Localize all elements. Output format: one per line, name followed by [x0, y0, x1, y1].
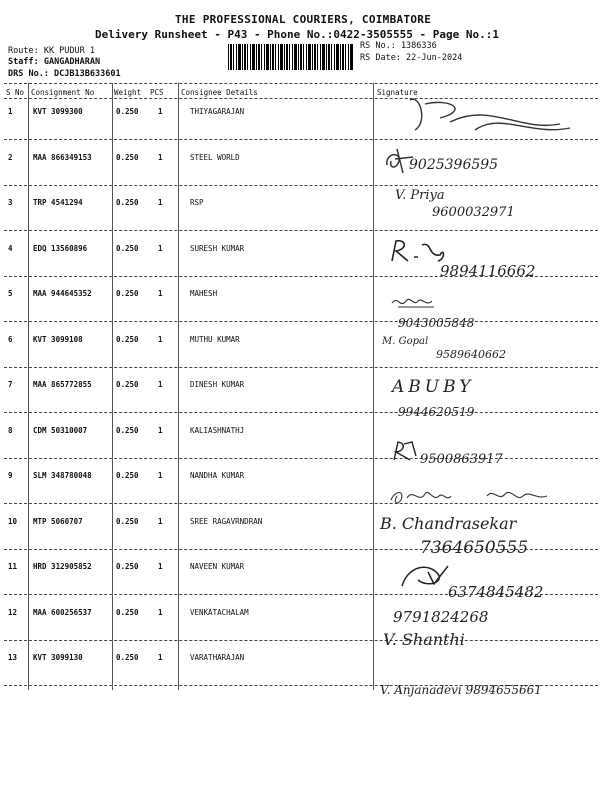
- row-consignment-no: KVT 3099300: [33, 107, 83, 116]
- row-weight: 0.250: [116, 244, 139, 253]
- handwriting-name-row-13: V. Shanthi: [383, 630, 465, 649]
- row-sno: 6: [8, 335, 13, 344]
- row-consignee: NAVEEN KUMAR: [190, 562, 245, 571]
- row-weight: 0.250: [116, 426, 139, 435]
- handwriting-extra-signature: V. Anjanadevi 9894655661: [380, 683, 542, 697]
- row-pcs: 1: [158, 380, 163, 389]
- rs-date: RS Date: 22-Jun-2024: [360, 53, 463, 63]
- handwriting-name-row-10: B. Chandrasekar: [380, 514, 517, 533]
- handwriting-name-row-7: ABUBY: [392, 377, 475, 397]
- staff-name: GANGADHARAN: [43, 57, 101, 67]
- row-consignee: VARATHARAJAN: [190, 653, 245, 662]
- runsheet-subtitle: Delivery Runsheet - P43 - Phone No.:0422-3505555 - Page No.:1: [95, 28, 499, 41]
- row-pcs: 1: [158, 107, 163, 116]
- row-consignee: MUTHU KUMAR: [190, 335, 240, 344]
- col-header-consignment: Consignment No: [31, 88, 95, 97]
- row-separator: [4, 321, 598, 322]
- row-consignment-no: SLM 348780048: [33, 471, 92, 480]
- row-separator: [4, 640, 598, 641]
- row-weight: 0.250: [116, 289, 139, 298]
- handwriting-phone-row-5: 9043005848: [398, 316, 475, 330]
- handwriting-phone-row-10: 7364650555: [420, 538, 529, 558]
- col-header-pcs: PCS: [150, 88, 164, 97]
- column-divider: [28, 83, 29, 690]
- row-pcs: 1: [158, 471, 163, 480]
- row-consignment-no: KVT 3099108: [33, 335, 83, 344]
- row-consignment-no: TRP 4541294: [33, 198, 83, 207]
- col-header-consignee: Consignee Details: [181, 88, 258, 97]
- row-consignee: SURESH KUMAR: [190, 244, 245, 253]
- row-consignee: MAHESH: [190, 289, 218, 298]
- staff: [8, 57, 100, 67]
- signature-row-1: [380, 92, 580, 144]
- col-header-signature: Signature: [377, 88, 418, 97]
- row-separator: [4, 412, 598, 413]
- row-consignee: RSP: [190, 198, 204, 207]
- route: Route: KK PUDUR 1: [8, 46, 95, 56]
- row-sno: 11: [8, 562, 18, 571]
- row-sno: 13: [8, 653, 18, 662]
- row-weight: 0.250: [116, 517, 139, 526]
- row-consignment-no: HRD 312905852: [33, 562, 92, 571]
- column-divider: [178, 83, 179, 690]
- row-consignment-no: EDQ 13560896: [33, 244, 88, 253]
- row-weight: 0.250: [116, 198, 139, 207]
- col-header-weight: Weight: [114, 88, 142, 97]
- row-sno: 2: [8, 153, 13, 162]
- signature-row-4: [388, 237, 448, 265]
- signature-row-5: [390, 293, 440, 311]
- row-sno: 3: [8, 198, 13, 207]
- row-consignee: STEEL WORLD: [190, 153, 240, 162]
- row-sno: 1: [8, 107, 13, 116]
- row-sno: 9: [8, 471, 13, 480]
- row-separator: [4, 367, 598, 368]
- row-consignee: NANDHA KUMAR: [190, 471, 245, 480]
- row-sno: 4: [8, 244, 13, 253]
- row-pcs: 1: [158, 562, 163, 571]
- row-consignee: SREE RAGAVRNDRAN: [190, 517, 263, 526]
- handwriting-phone-row-12: 9791824268: [393, 608, 489, 626]
- staff-label: Staff:: [8, 57, 39, 67]
- drs-number: DRS No.: DCJB13B633601: [8, 69, 121, 79]
- row-consignment-no: MAA 944645352: [33, 289, 92, 298]
- row-pcs: 1: [158, 244, 163, 253]
- row-pcs: 1: [158, 608, 163, 617]
- row-pcs: 1: [158, 198, 163, 207]
- row-sno: 10: [8, 517, 18, 526]
- row-weight: 0.250: [116, 608, 139, 617]
- handwriting-phone-row-6: 9589640662: [436, 348, 506, 361]
- handwriting-phone-row-11: 6374845482: [448, 583, 544, 601]
- row-weight: 0.250: [116, 153, 139, 162]
- row-consignment-no: MAA 866349153: [33, 153, 92, 162]
- handwriting-name-row-3: V. Priya: [395, 188, 445, 203]
- row-consignee: DINESH KUMAR: [190, 380, 245, 389]
- handwriting-phone-row-4: 9894116662: [440, 262, 536, 280]
- row-pcs: 1: [158, 289, 163, 298]
- row-sno: 8: [8, 426, 13, 435]
- row-consignment-no: CDM 50310007: [33, 426, 88, 435]
- column-divider: [373, 83, 374, 690]
- row-weight: 0.250: [116, 380, 139, 389]
- row-pcs: 1: [158, 517, 163, 526]
- row-pcs: 1: [158, 653, 163, 662]
- row-consignee: THIYAGARAJAN: [190, 107, 245, 116]
- row-weight: 0.250: [116, 335, 139, 344]
- rs-number: RS No.: 1386336: [360, 41, 437, 51]
- row-consignment-no: MAA 600256537: [33, 608, 92, 617]
- handwriting-phone-row-3: 9600032971: [432, 205, 515, 220]
- row-separator: [4, 230, 598, 231]
- row-weight: 0.250: [116, 562, 139, 571]
- row-consignment-no: MAA 865772855: [33, 380, 92, 389]
- row-consignee: KALIASHNATHJ: [190, 426, 245, 435]
- header-top-rule: [4, 83, 598, 84]
- handwriting-phone-row-2: 9025396595: [409, 157, 499, 173]
- handwriting-phone-row-8: 9500863917: [420, 452, 503, 467]
- document-title: THE PROFESSIONAL COURIERS, COIMBATORE: [175, 13, 432, 26]
- handwriting-name-row-6: M. Gopal: [382, 336, 429, 347]
- row-separator: [4, 185, 598, 186]
- row-weight: 0.250: [116, 653, 139, 662]
- column-divider: [112, 83, 113, 690]
- row-pcs: 1: [158, 426, 163, 435]
- row-consignee: VENKATACHALAM: [190, 608, 249, 617]
- handwriting-phone-row-7: 9944620519: [398, 405, 475, 419]
- row-weight: 0.250: [116, 107, 139, 116]
- row-separator: [4, 458, 598, 459]
- col-header-sno: S No: [6, 88, 25, 97]
- barcode: [228, 44, 353, 70]
- row-consignment-no: KVT 3099130: [33, 653, 83, 662]
- row-sno: 7: [8, 380, 13, 389]
- row-consignment-no: MTP 5060707: [33, 517, 83, 526]
- row-pcs: 1: [158, 153, 163, 162]
- signature-row-9: [387, 484, 567, 512]
- row-pcs: 1: [158, 335, 163, 344]
- row-sno: 5: [8, 289, 13, 298]
- row-weight: 0.250: [116, 471, 139, 480]
- row-sno: 12: [8, 608, 18, 617]
